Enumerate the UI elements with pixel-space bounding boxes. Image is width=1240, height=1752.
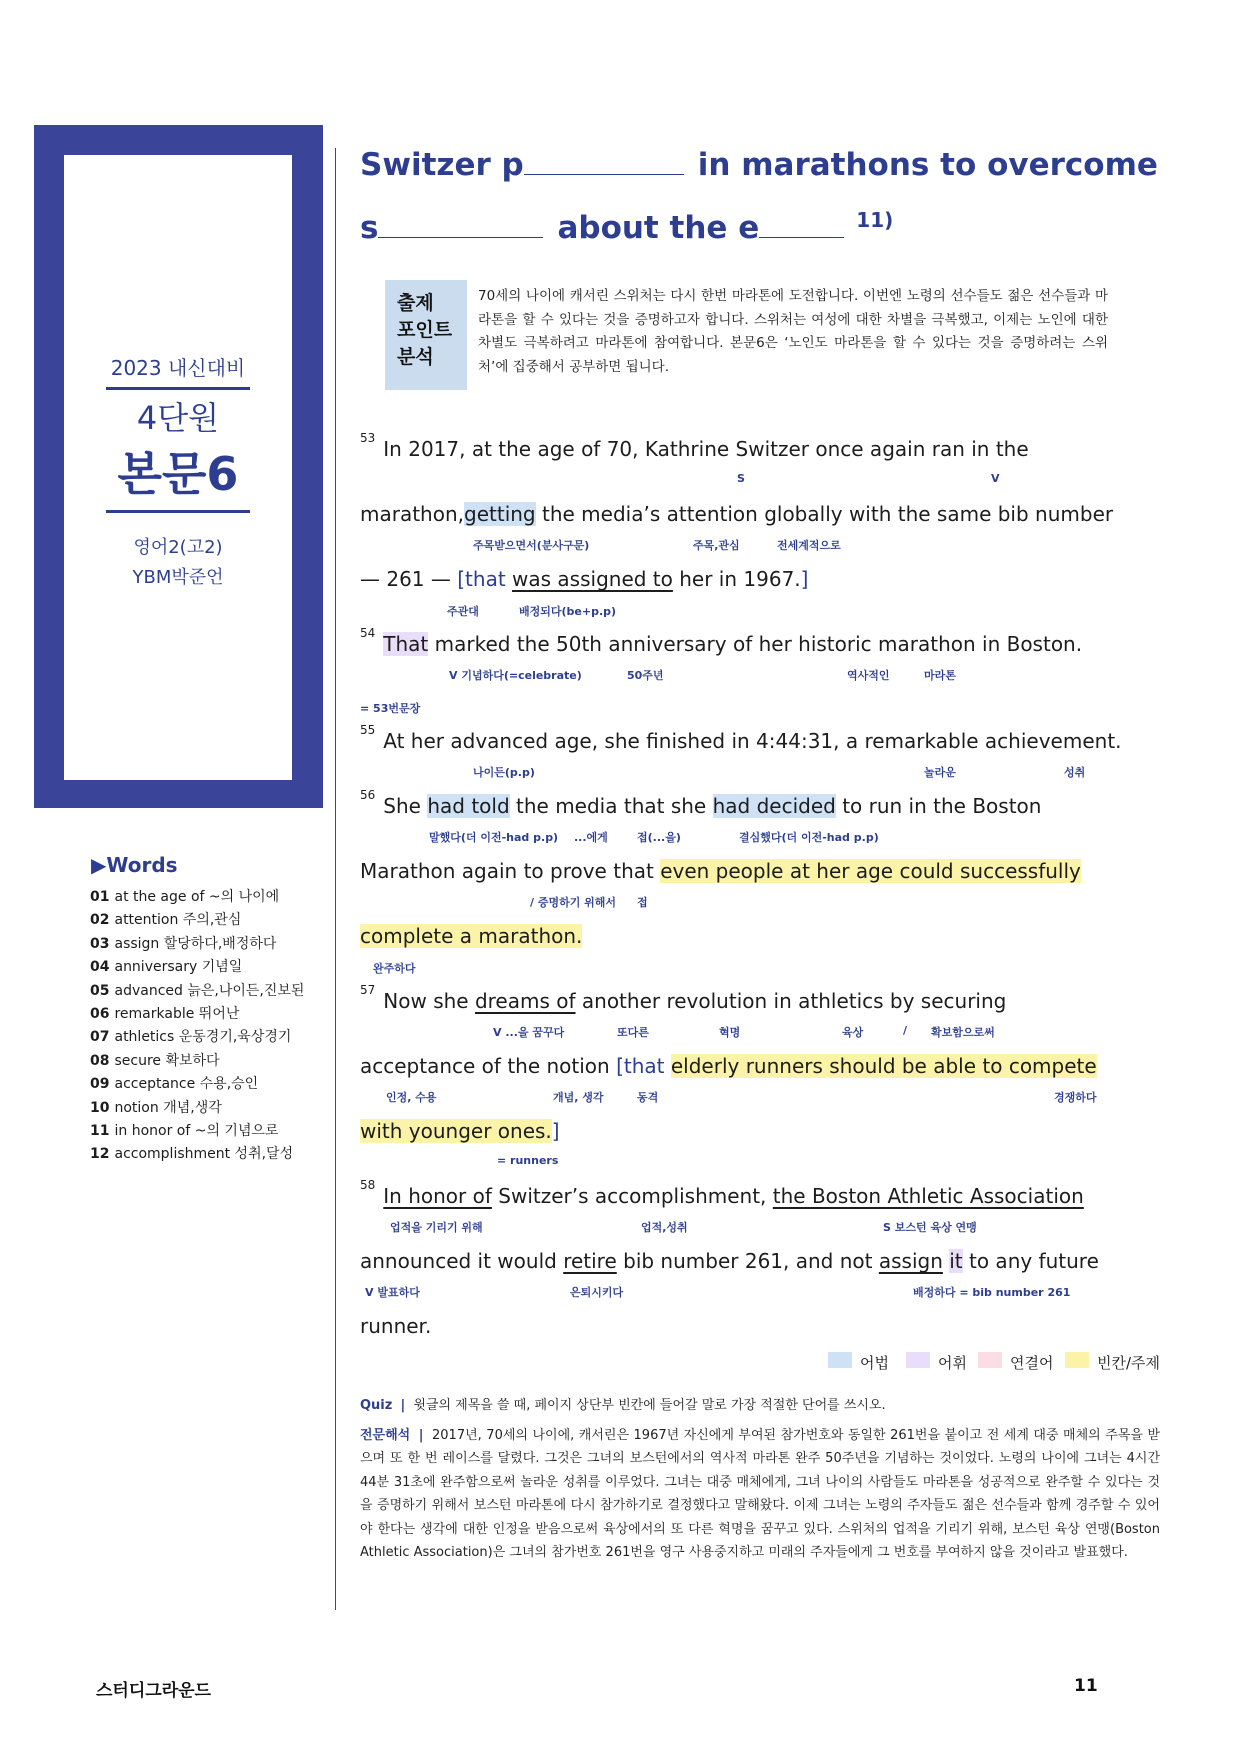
legend-swatch-grammar xyxy=(828,1352,852,1368)
annotation: V ...을 꿈꾸다 xyxy=(493,1026,565,1039)
annotation: 확보함으로써 xyxy=(931,1026,995,1039)
annotation: 전세계적으로 xyxy=(777,539,841,552)
annotation: 혁명 xyxy=(719,1026,741,1039)
annotation: V 발표하다 xyxy=(365,1286,420,1299)
annotation: = 53번문장 xyxy=(360,702,421,715)
exam-point-text: 70세의 나이에 캐서린 스위처는 다시 한번 마라톤에 도전합니다. 이번엔 노령의 선수들도 젊은 선수들과 마라톤을 할 수 있다는 것을 증명하고자 합니다. 스위처는 여성에 대한 차별을 극복했고, 이제는 노인에 대한 차별도 극복하려고 마라톤에 참여합니다. 본문6은 ‘노인도 마라톤을 할 수 있다는 것을 증명하려는 스위처’에 집중해서 공부하면 됩니다. xyxy=(478,288,1108,375)
word-item: 09 acceptance 수용,승인 xyxy=(90,1076,259,1093)
sentence-57-line-3: with younger ones.] xyxy=(360,1119,560,1143)
quiz: Quiz | 윗글의 제목을 쓸 때, 페이지 상단부 빈칸에 들어갈 말로 가장 적절한 단어를 쓰시오. xyxy=(360,1398,886,1413)
annotation: 결심했다(더 이전-had p.p) xyxy=(739,831,879,844)
sentence-53-line-3: — 261 — [that was assigned to her in 1967.] xyxy=(360,567,809,591)
annotation: 접(...을) xyxy=(637,831,681,844)
vertical-divider xyxy=(335,148,336,1610)
annotation: 나이든(p.p) xyxy=(473,766,535,779)
annotation: 업적을 기리기 위해 xyxy=(390,1221,483,1234)
sentence-58-line-1: $^{58}$ In honor of Switzer’s accomplishment, the Boston Athletic Association xyxy=(360,1178,1084,1208)
annotation: 50주년 xyxy=(627,669,664,682)
annotation: 업적,성취 xyxy=(641,1221,688,1234)
cover-panel xyxy=(34,125,323,808)
title-blank[interactable] xyxy=(524,144,684,175)
sentence-57-line-2: acceptance of the notion [that elderly runners should be able to compete xyxy=(360,1054,1097,1078)
sentence-58-line-2: announced it would retire bib number 261, and not assign it to any future xyxy=(360,1249,1099,1273)
sentence-53-line-2: marathon,getting the media’s attention globally with the same bib number xyxy=(360,502,1114,526)
sentence-54: $^{54}$ That marked the 50th anniversary of her historic marathon in Boston. xyxy=(360,626,1083,656)
annotation: 접 xyxy=(637,896,648,909)
title-blank[interactable] xyxy=(378,207,543,238)
legend-grammar: 어법 xyxy=(860,1354,889,1372)
word-item: 01 at the age of ~의 나이에 xyxy=(90,889,280,905)
annotation: = runners xyxy=(497,1154,559,1167)
sentence-56-line-1: $^{56}$ She had told the media that she had decided to run in the Boston xyxy=(360,788,1042,818)
word-item: 08 secure 확보하다 xyxy=(90,1052,220,1069)
word-item: 12 accomplishment 성취,달성 xyxy=(90,1146,294,1163)
legend-swatch-vocab xyxy=(906,1352,930,1368)
course-name: 영어2(고2) xyxy=(133,537,223,558)
full-translation: 전문해석 | 2017년, 70세의 나이에, 캐서린은 1967년 자신에게 부여된 참가번호와 동일한 261번을 붙이고 전 세계 대중 매체의 주목을 받으며 또 한 번 레이스를 달렸다. 그것은 그녀의 보스턴에서의 역사적 마라톤 완주 50주년을 기념하는 것이었다. 노령의 나이에 그녀는 4시간 44분 31초에 완주함으로써 놀라운 성취를 이루었다. 그녀는 대중 매체에게, 그녀 나이의 사람들도 마라톤을 성공적으로 완주할 수 있다는 것을 증명하기 위해서 보스턴 마라톤에 다시 참가하기로 결정했다고 말해왔다. 이제 그녀는 노령의 주자들도 젊은 선수들과 함께 경주할 수 있어야 한다는 생각에 대한 인정을 받음으로써 육상에서의 또 다른 혁명을 꿈꾸고 있다. 스위처의 업적을 기리기 위해, 보스턴 육상 연맹(Boston Athletic Association)은 그녀의 참가번호 261번을 영구 사용중지하고 미래의 주자들에게 그 번호를 부여하지 않을 것이라고 발표했다. xyxy=(360,1428,1160,1561)
exam-point-label: 출제 포인트 분석 xyxy=(385,280,467,390)
title-line-2: s about the e $^{11)}$ xyxy=(360,207,894,246)
word-item: 10 notion 개념,생각 xyxy=(90,1099,222,1116)
sentence-53-line-1: $^{53}$ In 2017, at the age of 70, Kathrine Switzer once again ran in the xyxy=(360,431,1029,461)
annotation: / xyxy=(903,1024,908,1037)
sentence-56-line-2: Marathon again to prove that even people at her age could successfully xyxy=(360,859,1081,883)
annotation: 육상 xyxy=(842,1026,864,1039)
word-item: 04 anniversary 기념일 xyxy=(90,959,243,976)
annotation: / 증명하기 위해서 xyxy=(530,896,617,909)
title-blank[interactable] xyxy=(759,207,844,238)
unit-title: 4단원 xyxy=(136,399,220,437)
word-item: 07 athletics 운동경기,육상경기 xyxy=(90,1029,292,1046)
legend-vocab: 어휘 xyxy=(938,1354,967,1372)
annotation: 배정되다(be+p.p) xyxy=(519,605,617,618)
legend-connective: 연결어 xyxy=(1010,1354,1054,1372)
page-number: 11 xyxy=(1074,1676,1098,1696)
annotation: 인정, 수용 xyxy=(386,1091,437,1104)
annotation: 완주하다 xyxy=(373,962,416,975)
annotation: 또다른 xyxy=(617,1026,649,1039)
sentence-57-line-1: $^{57}$ Now she dreams of another revolution in athletics by securing xyxy=(360,983,1007,1013)
legend-swatch-connective xyxy=(978,1352,1002,1368)
annotation: V 기념하다(=celebrate) xyxy=(449,669,582,682)
sentence-55: $^{55}$ At her advanced age, she finished in 4:44:31, a remarkable achievement. xyxy=(360,723,1122,753)
title-line-1: Switzer p in marathons to overcome xyxy=(360,144,1158,183)
word-list xyxy=(90,886,304,1167)
word-item: 11 in honor of ~의 기념으로 xyxy=(90,1122,279,1139)
annotation: 놀라운 xyxy=(924,766,956,779)
legend-swatch-blank-topic xyxy=(1065,1352,1089,1368)
legend-blank-topic: 빈칸/주제 xyxy=(1097,1354,1161,1372)
sentence-56-line-3: complete a marathon. xyxy=(360,924,583,948)
annotation: V xyxy=(991,472,1000,485)
word-item: 05 advanced 늙은,나이든,진보된 xyxy=(90,982,305,999)
word-item: 06 remarkable 뛰어난 xyxy=(90,1005,240,1022)
divider xyxy=(106,510,250,513)
annotation: 주관대 xyxy=(447,605,479,618)
annotation: 주목받으면서(분사구문) xyxy=(473,539,590,552)
word-item: 02 attention 주의,관심 xyxy=(90,912,242,929)
words-title: ▶Words xyxy=(91,853,178,877)
annotation: 성취 xyxy=(1064,766,1086,779)
exam-year: 2023 내신대비 xyxy=(110,356,246,380)
divider xyxy=(106,387,250,390)
annotation: S 보스턴 육상 연맹 xyxy=(883,1221,977,1234)
sentence-58-line-3: runner. xyxy=(360,1314,432,1338)
annotation: 마라톤 xyxy=(924,669,956,682)
annotation: ...에게 xyxy=(574,831,608,844)
annotation: 말했다(더 이전-had p.p) xyxy=(429,831,559,844)
annotation: 역사적인 xyxy=(847,669,890,682)
annotation: 주목,관심 xyxy=(693,539,740,552)
annotation: 동격 xyxy=(637,1091,659,1104)
footer-brand: 스터디그라운드 xyxy=(96,1681,211,1701)
annotation: 개념, 생각 xyxy=(553,1091,604,1104)
annotation: 배정하다 = bib number 261 xyxy=(913,1286,1071,1299)
lesson-title: 본문6 xyxy=(117,447,239,501)
annotation: 경쟁하다 xyxy=(1054,1091,1097,1104)
annotation: S xyxy=(737,472,745,485)
annotation: 은퇴시키다 xyxy=(570,1286,624,1299)
cover-card xyxy=(64,155,292,780)
word-item: 03 assign 할당하다,배정하다 xyxy=(90,935,277,952)
teacher-name: YBM박준언 xyxy=(132,567,224,588)
